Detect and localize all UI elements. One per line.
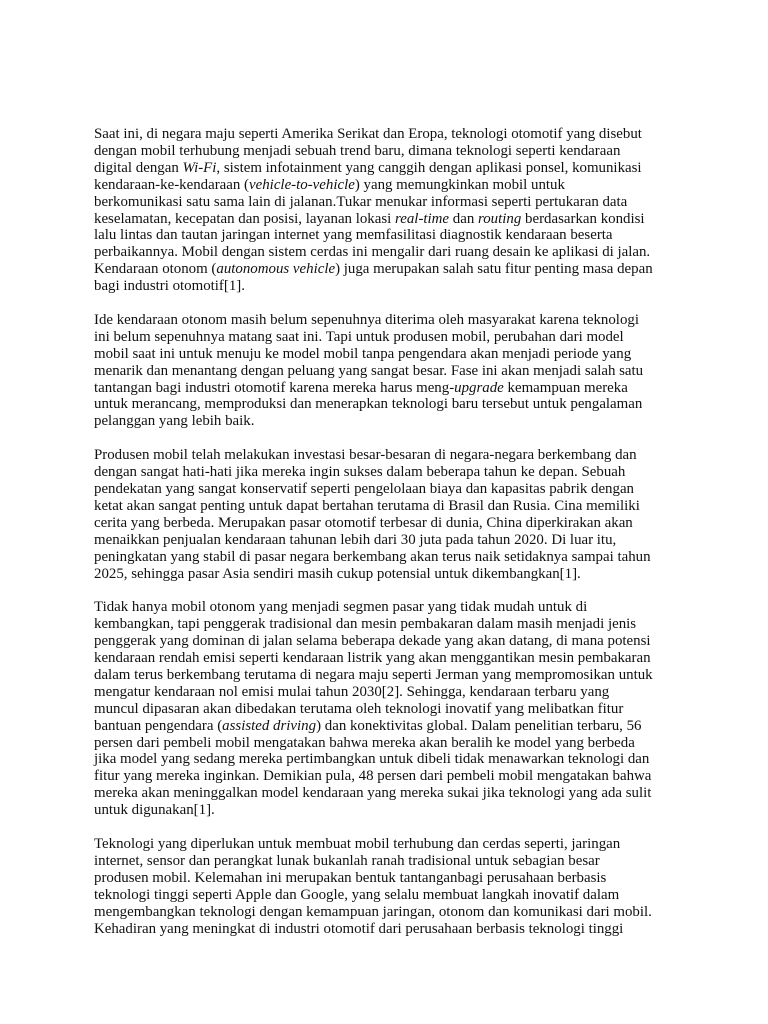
text-run: ) dan konektivitas global. Dalam penelitian terbaru, 56 xyxy=(316,717,642,734)
text-run: perbaikannya. Mobil dengan sistem cerdas ini mengalir dari ruang desain ke aplikasi di jalan. xyxy=(94,244,651,261)
text-run: persen dari pembeli mobil mengatakan bahwa mereka akan beralih ke model yang berbeda xyxy=(94,734,635,751)
text-run: produsen mobil. Kelemahan ini merupakan bentuk tantanganbagi perusahaan berbasis xyxy=(94,869,607,886)
text-line xyxy=(94,515,684,532)
text-line xyxy=(94,836,684,853)
italic-term: real-time xyxy=(395,210,450,227)
text-run: untuk merancang, memproduksi dan menerapkan teknologi baru tersebut untuk pengalaman xyxy=(94,396,643,413)
text-run: Saat ini, di negara maju seperti Amerika Serikat dan Eropa, teknologi otomotif yang disebut xyxy=(94,126,642,142)
text-line xyxy=(94,853,684,870)
text-run: kendaraan-ke-kendaraan ( xyxy=(94,176,250,193)
text-line xyxy=(94,701,684,718)
text-run: pelanggan yang lebih baik. xyxy=(94,413,255,430)
text-run: dengan mobil terhubung menjadi sebuah trend baru, dimana teknologi seperti kendaraan xyxy=(94,142,621,159)
italic-term: autonomous vehicle xyxy=(216,261,336,278)
text-run: berdasarkan kondisi xyxy=(521,210,645,227)
text-run: menaikkan penjualan kendaraan tahunan lebih dari 30 juta pada tahun 2020. Di luar itu, xyxy=(94,531,617,548)
text-run: digital dengan xyxy=(94,159,183,176)
paragraph xyxy=(94,836,684,937)
text-line xyxy=(94,904,684,921)
text-run: dalam terus berkembang terutama di negara maju seperti Jerman yang mempromosikan untuk xyxy=(94,666,653,683)
text-run: lalu lintas dan tautan jaringan internet yang memfasilitasi diagnostik kendaraan beserta xyxy=(94,227,613,244)
text-run: mengatur kendaraan nol emisi mulai tahun 2030[2]. Sehingga, kendaraan terbaru yang xyxy=(94,683,610,700)
text-line xyxy=(94,921,684,938)
text-line xyxy=(94,312,684,329)
text-run: Produsen mobil telah melakukan investasi besar-besaran di negara-negara berkembang dan xyxy=(94,447,637,464)
text-run: Ide kendaraan otonom masih belum sepenuhnya diterima oleh masyarakat karena teknologi xyxy=(94,311,639,328)
text-run: 2025, sehingga pasar Asia sendiri masih cukup potensial untuk dikembangkan[1]. xyxy=(94,565,581,582)
text-run: internet, sensor dan perangkat lunak bukanlah ranah tradisional untuk sebagian besar xyxy=(94,852,600,869)
text-line xyxy=(94,227,684,244)
text-run: mereka akan meninggalkan model kendaraan yang mereka sukai jika teknologi yang ada sulit xyxy=(94,785,652,802)
text-line xyxy=(94,566,684,583)
paragraph xyxy=(94,312,684,430)
text-line xyxy=(94,650,684,667)
text-run: ) juga merupakan salah satu fitur penting masa depan xyxy=(335,261,653,278)
text-line xyxy=(94,667,684,684)
text-run: kendaraan rendah emisi seperti kendaraan listrik yang akan menggantikan mesin pembakaran xyxy=(94,650,651,667)
text-run: cerita yang berbeda. Merupakan pasar otomotif terbesar di dunia, China diperkirakan akan xyxy=(94,514,633,531)
italic-term: vehicle-to-vehicle xyxy=(249,176,355,193)
text-line xyxy=(94,244,684,261)
text-run: teknologi tinggi seperti Apple dan Google, yang selalu membuat langkah inovatif dalam xyxy=(94,886,620,903)
text-run: Teknologi yang diperlukan untuk membuat mobil terhubung dan cerdas seperti, jaringan xyxy=(94,836,621,852)
text-run: ini belum sepenuhnya matang saat ini. Tapi untuk produsen mobil, perubahan dari model xyxy=(94,328,624,345)
text-line xyxy=(94,599,684,616)
text-line xyxy=(94,532,684,549)
text-line xyxy=(94,718,684,735)
text-run: penggerak yang dominan di jalan selama beberapa dekade yang akan datang, di mana potensi xyxy=(94,633,651,650)
paragraph xyxy=(94,599,684,819)
italic-term: upgrade xyxy=(454,379,504,396)
text-run: dan xyxy=(449,210,478,227)
text-run: ) yang memungkinkan mobil untuk xyxy=(354,176,565,193)
text-run: Kehadiran yang meningkat di industri otomotif dari perusahaan berbasis teknologi tinggi xyxy=(94,920,624,937)
text-run: mengembangkan teknologi dengan kemampuan jaringan, otonom dan komunikasi dari mobil. xyxy=(94,903,652,920)
text-run: muncul dipasaran akan dibedakan terutama oleh teknologi inovatif yang melibatkan fitur xyxy=(94,700,624,717)
text-line xyxy=(94,160,684,177)
text-run: ketat akan sangat penting untuk dapat bertahan terutama di Brasil dan Rusia. Cina memiliki xyxy=(94,497,640,514)
text-line xyxy=(94,194,684,211)
text-run: dengan sangat hati-hati jika mereka ingin sukses dalam beberapa tahun ke depan. Sebuah xyxy=(94,464,626,481)
text-run: Kendaraan otonom ( xyxy=(94,261,217,278)
text-run: kembangkan, tapi penggerak tradisional dan mesin pembakaran dalam masih menjadi jenis xyxy=(94,616,637,633)
paragraph xyxy=(94,447,684,582)
text-line xyxy=(94,177,684,194)
text-run: mobil saat ini untuk menuju ke model mobil tanpa pengendara akan menjadi periode yang xyxy=(94,345,632,362)
text-line xyxy=(94,329,684,346)
text-run: pendekatan yang sangat konservatif seperti pengelolaan biaya dan kapasitas pabrik dengan xyxy=(94,481,634,497)
text-run: keselamatan, kecepatan dan posisi, layanan lokasi xyxy=(94,210,396,227)
italic-term: assisted driving xyxy=(222,717,317,734)
text-line xyxy=(94,464,684,481)
text-line xyxy=(94,549,684,566)
text-line xyxy=(94,143,684,160)
text-line xyxy=(94,751,684,768)
text-run: bagi industri otomotif[1]. xyxy=(94,278,245,295)
text-run: berkomunikasi satu sama lain di jalanan.Tukar menukar informasi seperti pertukaran data xyxy=(94,193,628,210)
text-run: bantuan pengendara ( xyxy=(94,717,223,734)
text-line xyxy=(94,363,684,380)
paragraph xyxy=(94,126,684,295)
text-line xyxy=(94,413,684,430)
text-run: menarik dan menantang dengan peluang yang sangat besar. Fase ini akan menjadi salah satu xyxy=(94,362,644,379)
text-line xyxy=(94,735,684,752)
italic-term: routing xyxy=(478,210,522,227)
text-line xyxy=(94,785,684,802)
text-line xyxy=(94,278,684,295)
text-run: , sistem infotainment yang canggih dengan aplikasi ponsel, komunikasi xyxy=(216,159,642,176)
text-line xyxy=(94,380,684,397)
text-line xyxy=(94,481,684,498)
text-line xyxy=(94,396,684,413)
text-run: peningkatan yang stabil di pasar negara berkembang akan terus naik setidaknya sampai tahun xyxy=(94,548,651,565)
text-line xyxy=(94,887,684,904)
text-run: Tidak hanya mobil otonom yang menjadi segmen pasar yang tidak mudah untuk di xyxy=(94,599,588,616)
text-line xyxy=(94,447,684,464)
text-run: tantangan bagi industri otomotif karena mereka harus meng- xyxy=(94,379,455,396)
text-run: fitur yang mereka inginkan. Demikian pula, 48 persen dari pembeli mobil mengatakan bahwa xyxy=(94,768,652,785)
text-line xyxy=(94,211,684,228)
document-body xyxy=(94,126,684,954)
text-line xyxy=(94,616,684,633)
text-line xyxy=(94,870,684,887)
text-line xyxy=(94,802,684,819)
text-line xyxy=(94,633,684,650)
text-line xyxy=(94,768,684,785)
italic-term: Wi-Fi xyxy=(182,159,217,176)
text-run: jika model yang sedang mereka pertimbangkan untuk dibeli tidak menawarkan teknologi dan xyxy=(94,751,650,768)
text-line xyxy=(94,684,684,701)
text-line xyxy=(94,346,684,363)
text-line xyxy=(94,498,684,515)
text-line xyxy=(94,261,684,278)
text-line xyxy=(94,126,684,143)
text-run: untuk digunakan[1]. xyxy=(94,802,215,819)
text-run: kemampuan mereka xyxy=(503,379,628,396)
